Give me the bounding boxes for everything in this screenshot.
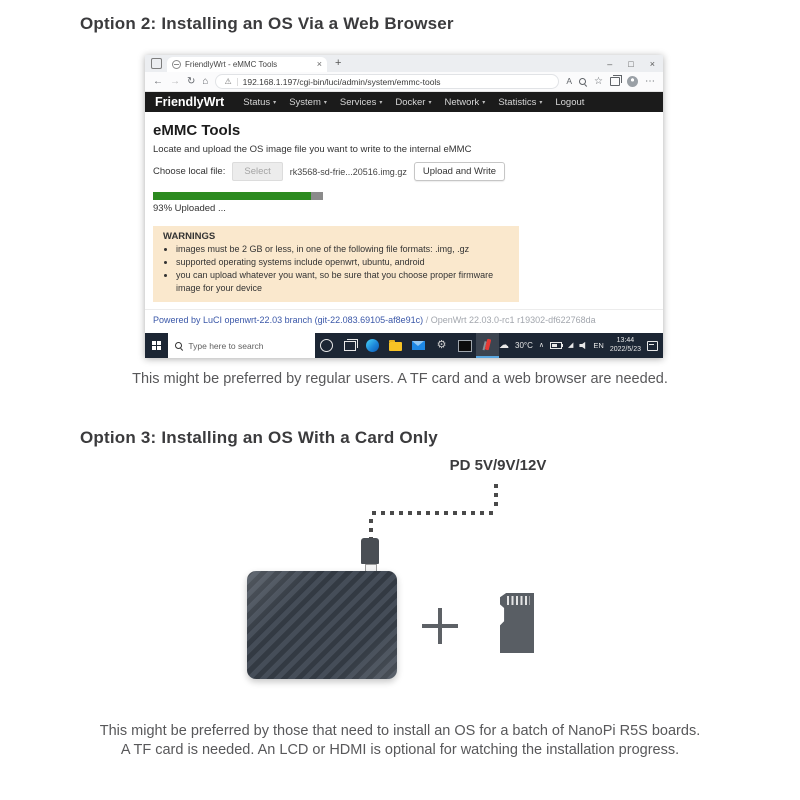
windows-taskbar: [145, 333, 663, 358]
upload-progress-bar: [153, 192, 323, 200]
friendlywrt-navbar: [145, 92, 663, 112]
tab-actions-icon[interactable]: [151, 58, 162, 69]
footer-version: / OpenWrt 22.03.0-rc1 r19302-df622768da: [425, 315, 596, 325]
file-explorer-button[interactable]: [384, 333, 407, 358]
nav-item-network[interactable]: [444, 97, 485, 108]
language-indicator[interactable]: EN: [593, 341, 604, 350]
nanopi-r5s-device: [247, 571, 397, 679]
start-button[interactable]: [145, 333, 168, 358]
tab-close-icon[interactable]: ×: [316, 59, 322, 69]
not-secure-icon: ⚠: [224, 78, 237, 86]
option3-heading: Option 3: Installing an OS With a Card Only: [80, 428, 438, 447]
option2-caption: This might be preferred by regular users. A TF card and a web browser are needed.: [132, 371, 668, 387]
caret-down-icon: ▾: [323, 99, 327, 106]
browser-toolbar: [145, 72, 663, 92]
caret-down-icon: ▾: [482, 99, 486, 106]
weather-temperature: 30°C: [515, 341, 533, 350]
nav-item-docker[interactable]: [395, 97, 431, 108]
tab-title: FriendlyWrt - eMMC Tools: [185, 60, 278, 69]
nav-item-logout[interactable]: [555, 97, 584, 108]
taskbar-clock[interactable]: [610, 337, 641, 354]
edge-icon: [366, 339, 379, 352]
weather-cloud-icon[interactable]: ☁: [499, 339, 510, 351]
sd-card-icon: [500, 593, 534, 653]
forward-icon[interactable]: →: [170, 75, 180, 87]
battery-icon: [550, 342, 562, 349]
warnings-box: [153, 226, 519, 302]
file-chooser-row: [153, 162, 655, 181]
windows-logo-icon: [152, 341, 161, 350]
usb-c-plug-icon: [361, 538, 379, 564]
nav-item-statistics[interactable]: [498, 97, 542, 108]
power-cable-dotted-line: [372, 511, 498, 515]
cortana-button[interactable]: [315, 333, 338, 358]
nav-item-label: Network: [444, 96, 480, 108]
option2-heading: Option 2: Installing an OS Via a Web Browser: [80, 14, 454, 33]
clock-date: 2022/5/23: [609, 345, 641, 353]
page-description: Locate and upload the OS image file you want to write to the internal eMMC: [153, 144, 472, 155]
nav-item-status[interactable]: [243, 97, 276, 108]
edge-button[interactable]: [361, 333, 384, 358]
browser-window-screenshot: [145, 55, 663, 358]
system-tray: [499, 333, 663, 358]
nav-item-label: Docker: [395, 96, 426, 108]
power-cable-dotted-line: [494, 484, 498, 511]
clock-time: 13:44: [616, 337, 635, 345]
network-signal-icon: ◢: [568, 342, 574, 349]
terminal-icon: [458, 340, 472, 352]
flash-tool-icon: [484, 339, 491, 351]
warning-item: • images must be 2 GB or less, in one of the following file formats: .img, .gz: [176, 243, 509, 256]
active-app-button[interactable]: [476, 333, 499, 358]
nav-item-label: Logout: [555, 96, 585, 108]
warning-item: • you can upload whatever you want, so be sure that you choose proper firmware image for your device: [176, 269, 509, 295]
cortana-icon: [320, 339, 333, 352]
option3-caption-line1: This might be preferred by those that need to install an OS for a batch of NanoPi R5S boards.: [99, 723, 701, 739]
settings-tool-button[interactable]: [430, 333, 453, 358]
profile-avatar-icon[interactable]: [627, 76, 638, 87]
warning-item: • supported operating systems include openwrt, ubuntu, android: [176, 256, 509, 269]
terminal-button[interactable]: [453, 333, 476, 358]
choose-file-label: Choose local file:: [153, 166, 226, 177]
plus-sign-icon: [422, 608, 458, 644]
collections-icon[interactable]: [610, 77, 620, 86]
url-text: 192.168.1.197/cgi-bin/luci/admin/system/emmc-tools: [242, 76, 441, 87]
caret-down-icon: ▾: [539, 99, 543, 106]
nav-item-label: Statistics: [498, 96, 537, 108]
warnings-list: [176, 243, 509, 295]
tray-expand-icon[interactable]: ∧: [538, 342, 545, 349]
caret-down-icon: ▾: [428, 99, 432, 106]
menu-dots-icon[interactable]: ⋯: [645, 75, 655, 87]
favorite-star-icon[interactable]: ☆: [594, 75, 603, 87]
window-controls: [607, 59, 663, 69]
mail-icon: [412, 341, 425, 350]
nav-item-system[interactable]: [289, 97, 327, 108]
tab-strip: [145, 55, 663, 72]
emmc-tools-page: [145, 112, 663, 333]
caret-down-icon: ▾: [379, 99, 383, 106]
progress-text: 93% Uploaded ...: [153, 203, 226, 214]
search-placeholder: Type here to search: [188, 340, 264, 351]
pd-power-label: PD 5V/9V/12V: [449, 457, 547, 474]
page-title: eMMC Tools: [153, 122, 241, 139]
url-bar[interactable]: [215, 74, 559, 89]
nav-item-label: Services: [339, 96, 377, 108]
taskbar-app-icons: [315, 333, 499, 358]
selected-filename: rk3568-sd-frie...20516.img.gz: [289, 166, 407, 177]
caret-down-icon: ▾: [273, 99, 277, 106]
folder-icon: [389, 342, 402, 351]
nav-item-label: System: [289, 96, 321, 108]
sd-card-pins: [507, 596, 530, 605]
nav-item-label: Status: [243, 96, 271, 108]
power-cable-dotted-line: [369, 519, 373, 538]
window-close-button[interactable]: ×: [649, 58, 655, 69]
window-maximize-button[interactable]: □: [628, 58, 634, 69]
home-icon[interactable]: ⌂: [202, 75, 209, 87]
luci-footer: [145, 309, 663, 327]
search-icon: [175, 342, 183, 350]
window-minimize-button[interactable]: –: [607, 58, 613, 69]
mail-button[interactable]: [407, 333, 430, 358]
nav-item-services[interactable]: [340, 97, 382, 108]
task-view-icon: [344, 341, 356, 351]
gear-icon: ⚙: [436, 339, 447, 351]
read-aloud-icon[interactable]: A: [566, 76, 573, 87]
browser-tab[interactable]: [167, 57, 327, 72]
task-view-button[interactable]: [338, 333, 361, 358]
taskbar-search[interactable]: [168, 333, 315, 358]
notification-center-icon[interactable]: [647, 341, 658, 351]
new-tab-button[interactable]: +: [335, 57, 342, 69]
volume-muted-icon: [579, 342, 587, 350]
zoom-icon[interactable]: [579, 78, 587, 86]
friendlywrt-brand: FriendlyWrt: [155, 95, 225, 109]
upload-and-write-button[interactable]: Upload and Write: [414, 162, 505, 181]
progress-fill: [153, 192, 311, 200]
option3-caption-line2: A TF card is needed. An LCD or HDMI is optional for watching the installation progress.: [120, 742, 680, 758]
back-icon[interactable]: ←: [153, 75, 163, 87]
footer-link[interactable]: Powered by LuCI openwrt-22.03 branch (git-22.083.69105-af8e91c): [153, 315, 424, 325]
site-favicon-icon: [172, 60, 181, 69]
select-button[interactable]: Select: [232, 162, 282, 181]
refresh-icon[interactable]: ↻: [187, 75, 196, 87]
warnings-title: WARNINGS: [163, 231, 216, 242]
